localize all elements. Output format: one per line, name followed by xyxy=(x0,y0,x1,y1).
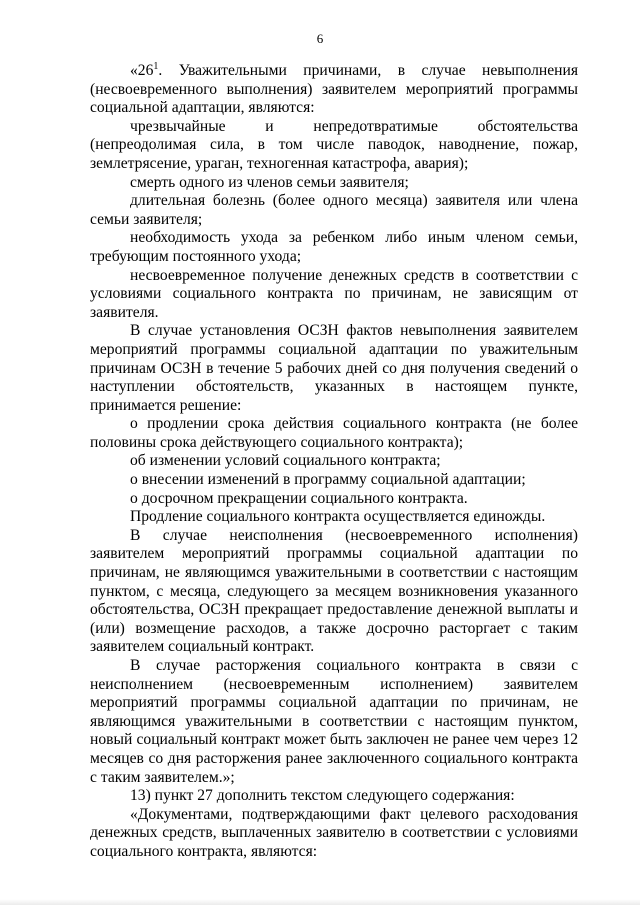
decision-extension: о продлении срока действия социального контракта (не более половины срока действующего социального контракта); xyxy=(90,415,578,451)
decision-early-termination: о досрочном прекращении социального контракта. xyxy=(130,489,468,507)
scan-bottom-edge xyxy=(0,899,640,905)
item-text: . Уважительными причинами, в случае невыполнения (несвоевременного выполнения) заявителем мероприятий программы социальной адаптации, являются: xyxy=(90,62,578,117)
reason-force-majeure: чрезвычайные и непредотвратимые обстоятельства (непреодолимая сила, в том числе паводок, наводнение, пожар, землетрясение, ураган, техногенная катастрофа, авария); xyxy=(90,117,578,172)
paragraph-non-performance: В случае неисполнения (несвоевременного исполнения) заявителем мероприятий программы социальной адаптации по причинам, не являющимся уважительными в соответствии с настоящим пунктом, с месяца, следующего за месяцем возникновения указанного обстоятельства, ОСЗН прекращает предоставление денежной выплаты и (или) возмещение расходов, а также досрочно расторгает с таким заявителем социальный контракт. xyxy=(90,526,578,656)
reason-illness: длительная болезнь (более одного месяца) заявителя или члена семьи заявителя; xyxy=(90,192,578,228)
paragraph-item-13: 13) пункт 27 дополнить текстом следующего содержания: xyxy=(130,787,515,805)
item-number: «26 xyxy=(130,62,154,79)
decision-change-program: о внесении изменений в программу социальной адаптации; xyxy=(130,471,526,489)
paragraph-item-26-1 xyxy=(90,62,578,118)
reason-care: необходимость ухода за ребенком либо иным членом семьи, требующим постоянного ухода; xyxy=(90,229,578,265)
page-number: 6 xyxy=(316,31,324,46)
reason-late-funds: несвоевременное получение денежных средств в соответствии с условиями социального контракта по причинам, не зависящим от заявителя. xyxy=(90,266,578,321)
paragraph-extension-once: Продление социального контракта осуществляется единожды. xyxy=(130,508,546,526)
paragraph-termination: В случае расторжения социального контракта в связи с неисполнением (несвоевременным исполнением) заявителем мероприятий программы социальной адаптации по причинам, не являющимся уважительными в соответствии с настоящим пунктом, новый социальный контракт может быть заключен не ранее чем через 12 месяцев со дня расторжения ранее заключенного социального контракта с таким заявителем.»; xyxy=(90,657,578,786)
document-body xyxy=(90,62,578,862)
decision-change-terms: об изменении условий социального контракта; xyxy=(130,452,441,470)
paragraph-documents-intro: «Документами, подтверждающими факт целевого расходования денежных средств, выплаченных заявителю в соответствии с условиями социального контракта, являются: xyxy=(90,805,578,860)
paragraph-decision-intro: В случае установления ОСЗН фактов невыполнения заявителем мероприятий программы социальной адаптации по уважительным причинам ОСЗН в течение 5 рабочих дней со дня получения сведений о наступлении обстоятельств, указанных в настоящем пункте, принимается решение: xyxy=(90,322,578,414)
item-superscript: 1 xyxy=(153,61,159,72)
reason-death: смерть одного из членов семьи заявителя; xyxy=(130,173,409,191)
